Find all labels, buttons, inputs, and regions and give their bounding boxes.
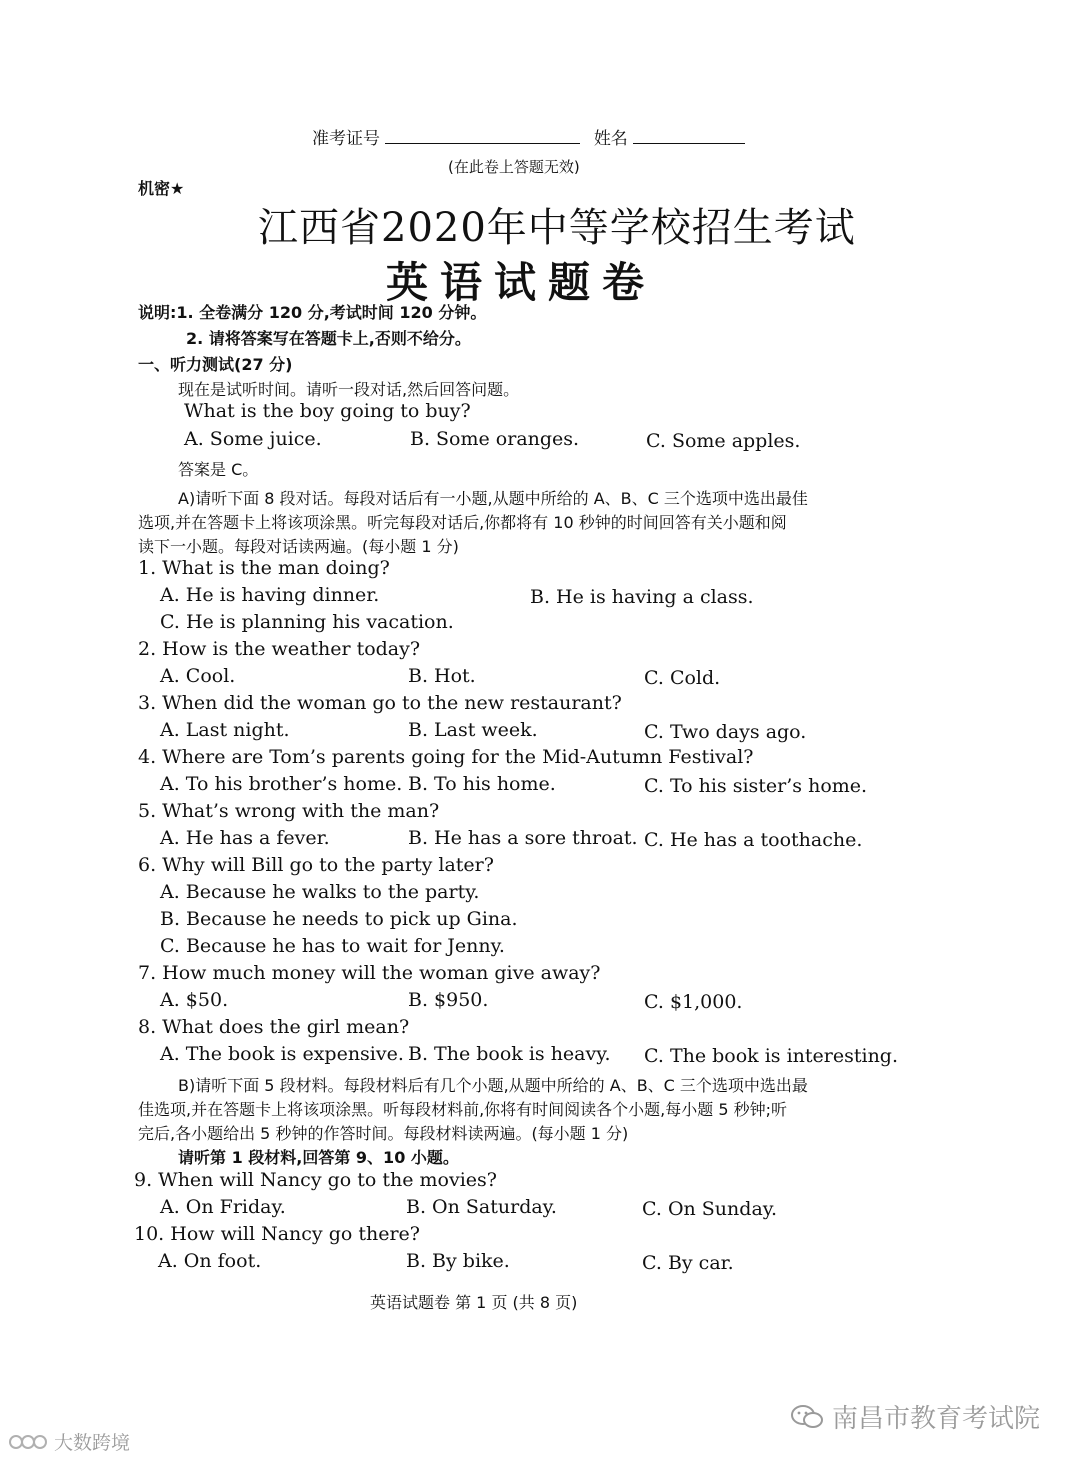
question-6: 6. Why will Bill go to the party later? bbox=[138, 854, 494, 876]
name-blank bbox=[633, 143, 745, 144]
exam-id-blank bbox=[385, 143, 580, 144]
q4-option-c: C. To his sister’s home. bbox=[644, 775, 868, 797]
watermark-right-text: 南昌市教育考试院 bbox=[832, 1404, 1041, 1434]
q9-option-a: A. On Friday. bbox=[160, 1196, 286, 1218]
instruction-1: 说明:1. 全卷满分 120 分,考试时间 120 分钟。 bbox=[138, 303, 487, 322]
q8-option-c: C. The book is interesting. bbox=[644, 1045, 899, 1067]
partA-line-3: 读下一小题。每段对话读两遍。(每小题 1 分) bbox=[138, 537, 459, 556]
q5-option-b: B. He has a sore throat. bbox=[408, 827, 638, 849]
q6-option-a: A. Because he walks to the party. bbox=[160, 881, 480, 903]
q7-option-a: A. $50. bbox=[160, 989, 229, 1011]
q2-option-b: B. Hot. bbox=[408, 665, 476, 687]
q4-option-b: B. To his home. bbox=[408, 773, 556, 795]
watermark-right bbox=[790, 1398, 1040, 1435]
q2-option-a: A. Cool. bbox=[160, 665, 236, 687]
exam-id-label: 准考证号 bbox=[312, 129, 380, 149]
q5-option-a: A. He has a fever. bbox=[160, 827, 330, 849]
question-9: 9. When will Nancy go to the movies? bbox=[134, 1169, 497, 1191]
question-10: 10. How will Nancy go there? bbox=[134, 1223, 420, 1245]
example-question: What is the boy going to buy? bbox=[184, 400, 471, 422]
q7-option-c: C. $1,000. bbox=[644, 991, 743, 1013]
q10-option-c: C. By car. bbox=[642, 1252, 734, 1274]
question-4: 4. Where are Tom’s parents going for the Mid-Autumn Festival? bbox=[138, 746, 754, 768]
q1-option-b: B. He is having a class. bbox=[530, 586, 754, 608]
question-5: 5. What’s wrong with the man? bbox=[138, 800, 440, 822]
watermark-left bbox=[8, 1428, 130, 1455]
main-title: 江西省2020年中等学校招生考试 bbox=[258, 205, 856, 251]
q8-option-a: A. The book is expensive. bbox=[160, 1043, 404, 1065]
example-option-a: A. Some juice. bbox=[184, 428, 322, 450]
question-2: 2. How is the weather today? bbox=[138, 638, 421, 660]
example-option-c: C. Some apples. bbox=[646, 430, 801, 452]
secret-mark: 机密★ bbox=[138, 179, 185, 198]
partB-line-3: 完后,各小题给出 5 秒钟的作答时间。每段材料读两遍。(每小题 1 分) bbox=[138, 1124, 629, 1143]
q3-option-b: B. Last week. bbox=[408, 719, 538, 741]
q9-option-c: C. On Sunday. bbox=[642, 1198, 778, 1220]
q6-option-c: C. Because he has to wait for Jenny. bbox=[160, 935, 505, 957]
question-7: 7. How much money will the woman give away? bbox=[138, 962, 601, 984]
q10-option-b: B. By bike. bbox=[406, 1250, 510, 1272]
instruction-2: 2. 请将答案写在答题卡上,否则不给分。 bbox=[186, 329, 471, 348]
page-footer: 英语试题卷 第 1 页 (共 8 页) bbox=[370, 1293, 578, 1312]
partA-line-2: 选项,并在答题卡上将该项涂黑。听完每段对话后,你都将有 10 秒钟的时间回答有关小题和阅 bbox=[138, 513, 787, 532]
q1-option-a: A. He is having dinner. bbox=[160, 584, 380, 606]
partB-line-2: 佳选项,并在答题卡上将该项涂黑。听每段材料前,你将有时间阅读各个小题,每小题 5 秒钟;听 bbox=[138, 1100, 788, 1119]
partA-line-1: A)请听下面 8 段对话。每段对话后有一小题,从题中所给的 A、B、C 三个选项中选出最佳 bbox=[178, 489, 808, 508]
q3-option-a: A. Last night. bbox=[160, 719, 290, 741]
partB-subheading: 请听第 1 段材料,回答第 9、10 小题。 bbox=[178, 1148, 459, 1167]
q6-option-b: B. Because he needs to pick up Gina. bbox=[160, 908, 518, 930]
example-option-b: B. Some oranges. bbox=[410, 428, 580, 450]
q3-option-c: C. Two days ago. bbox=[644, 721, 807, 743]
q9-option-b: B. On Saturday. bbox=[406, 1196, 557, 1218]
q1-option-c: C. He is planning his vacation. bbox=[160, 611, 454, 633]
name-label: 姓名 bbox=[593, 129, 628, 149]
exam-id-row bbox=[312, 124, 745, 149]
q5-option-c: C. He has a toothache. bbox=[644, 829, 863, 851]
sub-title: 英语试题卷 bbox=[386, 258, 657, 307]
question-1: 1. What is the man doing? bbox=[138, 557, 390, 579]
partB-line-1: B)请听下面 5 段材料。每段材料后有几个小题,从题中所给的 A、B、C 三个选项中选出最 bbox=[178, 1076, 808, 1095]
q4-option-a: A. To his brother’s home. bbox=[160, 773, 403, 795]
watermark-left-text: 大数跨境 bbox=[54, 1432, 131, 1454]
section-heading: 一、听力测试(27 分) bbox=[138, 355, 293, 374]
example-answer: 答案是 C。 bbox=[178, 460, 259, 479]
header-note: (在此卷上答题无效) bbox=[448, 158, 580, 176]
watermark-left-logo-icon bbox=[8, 1432, 48, 1452]
q8-option-b: B. The book is heavy. bbox=[408, 1043, 611, 1065]
q10-option-a: A. On foot. bbox=[158, 1250, 262, 1272]
q2-option-c: C. Cold. bbox=[644, 667, 721, 689]
question-3: 3. When did the woman go to the new restaurant? bbox=[138, 692, 622, 714]
wechat-icon bbox=[790, 1403, 824, 1431]
question-8: 8. What does the girl mean? bbox=[138, 1016, 410, 1038]
q7-option-b: B. $950. bbox=[408, 989, 489, 1011]
intro-line: 现在是试听时间。请听一段对话,然后回答问题。 bbox=[178, 380, 520, 399]
